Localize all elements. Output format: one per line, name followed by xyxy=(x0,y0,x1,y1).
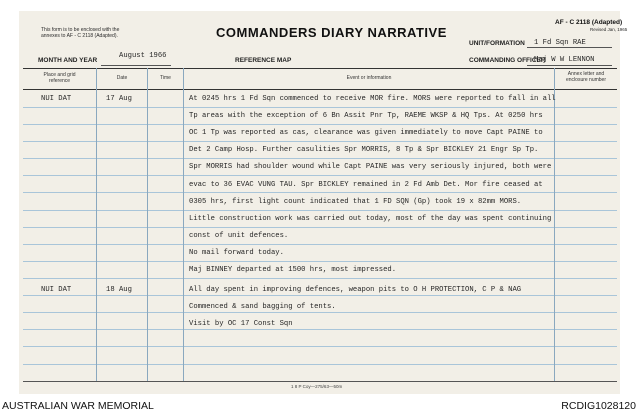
entry-2-place: NUI DAT xyxy=(41,286,72,294)
ruled-line xyxy=(23,210,617,211)
table-top-rule xyxy=(23,68,617,69)
form-revised: Revised Jan, 1965 xyxy=(590,27,628,32)
diary-form xyxy=(19,11,628,394)
narrative-line: const of unit defences. xyxy=(189,231,289,240)
narrative-line: Spr MORRIS had shoulder wound while Capt PAINE was very seriously injured, both were xyxy=(189,163,552,172)
narrative-line: All day spent in improving defences, weapon pits to O H PROTECTION, C P & NAG xyxy=(189,286,522,294)
officer-rule xyxy=(527,65,612,66)
month-year-value: August 1966 xyxy=(119,52,167,60)
column-annex-line-1: Annex letter and xyxy=(567,71,605,77)
month-year-label: MONTH AND YEAR xyxy=(38,57,98,64)
ruled-line xyxy=(23,192,617,193)
column-date: Date xyxy=(116,75,128,81)
unit-label: UNIT/FORMATION xyxy=(469,40,525,47)
entry-1-date: 17 Aug xyxy=(106,95,132,103)
divider-event-annex xyxy=(554,68,555,381)
enclose-note-line-2: annexes to AF - C 2118 (Adapted). xyxy=(41,33,118,39)
ruled-line xyxy=(23,175,617,176)
narrative-line: evac to 36 EVAC VUNG TAU. Spr BICKLEY remained in 2 Fd Amb Det. Mor fire ceased at xyxy=(189,180,543,189)
column-place xyxy=(23,73,96,84)
enclose-note-line-1: This form is to be enclosed with the xyxy=(41,27,120,33)
ruled-line xyxy=(23,295,617,296)
ruled-line xyxy=(23,158,617,159)
footer-record-id: RCDIG1028120 xyxy=(561,400,636,412)
narrative-line: 0305 hrs, first light count indicated that 1 FD SQN (Gp) took 19 x 82mm MORS. xyxy=(189,197,522,206)
ruled-line xyxy=(23,227,617,228)
footer-institution: AUSTRALIAN WAR MEMORIAL xyxy=(2,400,154,412)
unit-value: 1 Fd Sqn RAE xyxy=(534,39,586,47)
print-mark: 1 8 P Coy—275/63—50m xyxy=(291,384,343,389)
archive-footer xyxy=(0,396,640,415)
officer-value: Maj W W LENNON xyxy=(534,56,595,64)
entry-2-date: 18 Aug xyxy=(106,286,132,294)
table-header-rule xyxy=(23,89,617,90)
ruled-line xyxy=(23,107,617,108)
narrative-line: OC 1 Tp was reported as cas, clearance was given immediately to move Capt PAINE to xyxy=(189,129,543,138)
ruled-line xyxy=(23,278,617,279)
entry-1-place: NUI DAT xyxy=(41,95,72,103)
unit-rule xyxy=(527,47,612,48)
column-event: Event or information xyxy=(346,75,392,81)
form-code: AF - C 2118 (Adapted) xyxy=(555,19,623,26)
column-place-line-2: reference xyxy=(48,77,71,84)
divider-time-event xyxy=(183,68,184,381)
narrative-line: Little construction work was carried out today, most of the day was spent continuing xyxy=(189,214,552,223)
reference-map-label: REFERENCE MAP xyxy=(235,57,292,64)
divider-date-time xyxy=(147,68,148,381)
column-time: Time xyxy=(160,75,171,81)
narrative-line: Tp areas with the exception of 6 Bn Assit Pnr Tp, RAEME WKSP & HQ Tps. At 0250 hrs xyxy=(189,112,543,121)
column-place-line-1: Place and grid xyxy=(43,72,76,78)
officer-label: COMMANDING OFFICER xyxy=(469,57,546,64)
narrative-line: No mail forward today. xyxy=(189,248,284,257)
ruled-line xyxy=(23,141,617,142)
narrative-line: Commenced & sand bagging of tents. xyxy=(189,303,336,312)
narrative-line: Visit by OC 17 Const Sqn xyxy=(189,320,293,329)
column-annex-line-2: enclosure number xyxy=(565,76,607,83)
ruled-line xyxy=(23,261,617,262)
ruled-line xyxy=(23,124,617,125)
month-rule xyxy=(101,65,171,66)
narrative-line: At 0245 hrs 1 Fd Sqn commenced to receive MOR fire. MORS were reported to fall in all xyxy=(189,95,556,103)
ruled-line xyxy=(23,329,617,330)
table-bottom-rule xyxy=(23,381,617,382)
ruled-line xyxy=(23,312,617,313)
narrative-line: Maj BINNEY departed at 1500 hrs, most impressed. xyxy=(189,266,397,274)
ruled-line xyxy=(23,364,617,365)
column-annex xyxy=(555,72,617,83)
form-title: COMMANDERS DIARY NARRATIVE xyxy=(216,25,447,40)
divider-place-date xyxy=(96,68,97,381)
ruled-line xyxy=(23,244,617,245)
narrative-line: Det 2 Camp Hosp. Further casulities Spr MORRIS, 8 Tp & Spr BICKLEY 21 Engr Sp Tp. xyxy=(189,146,539,155)
ruled-line xyxy=(23,346,617,347)
